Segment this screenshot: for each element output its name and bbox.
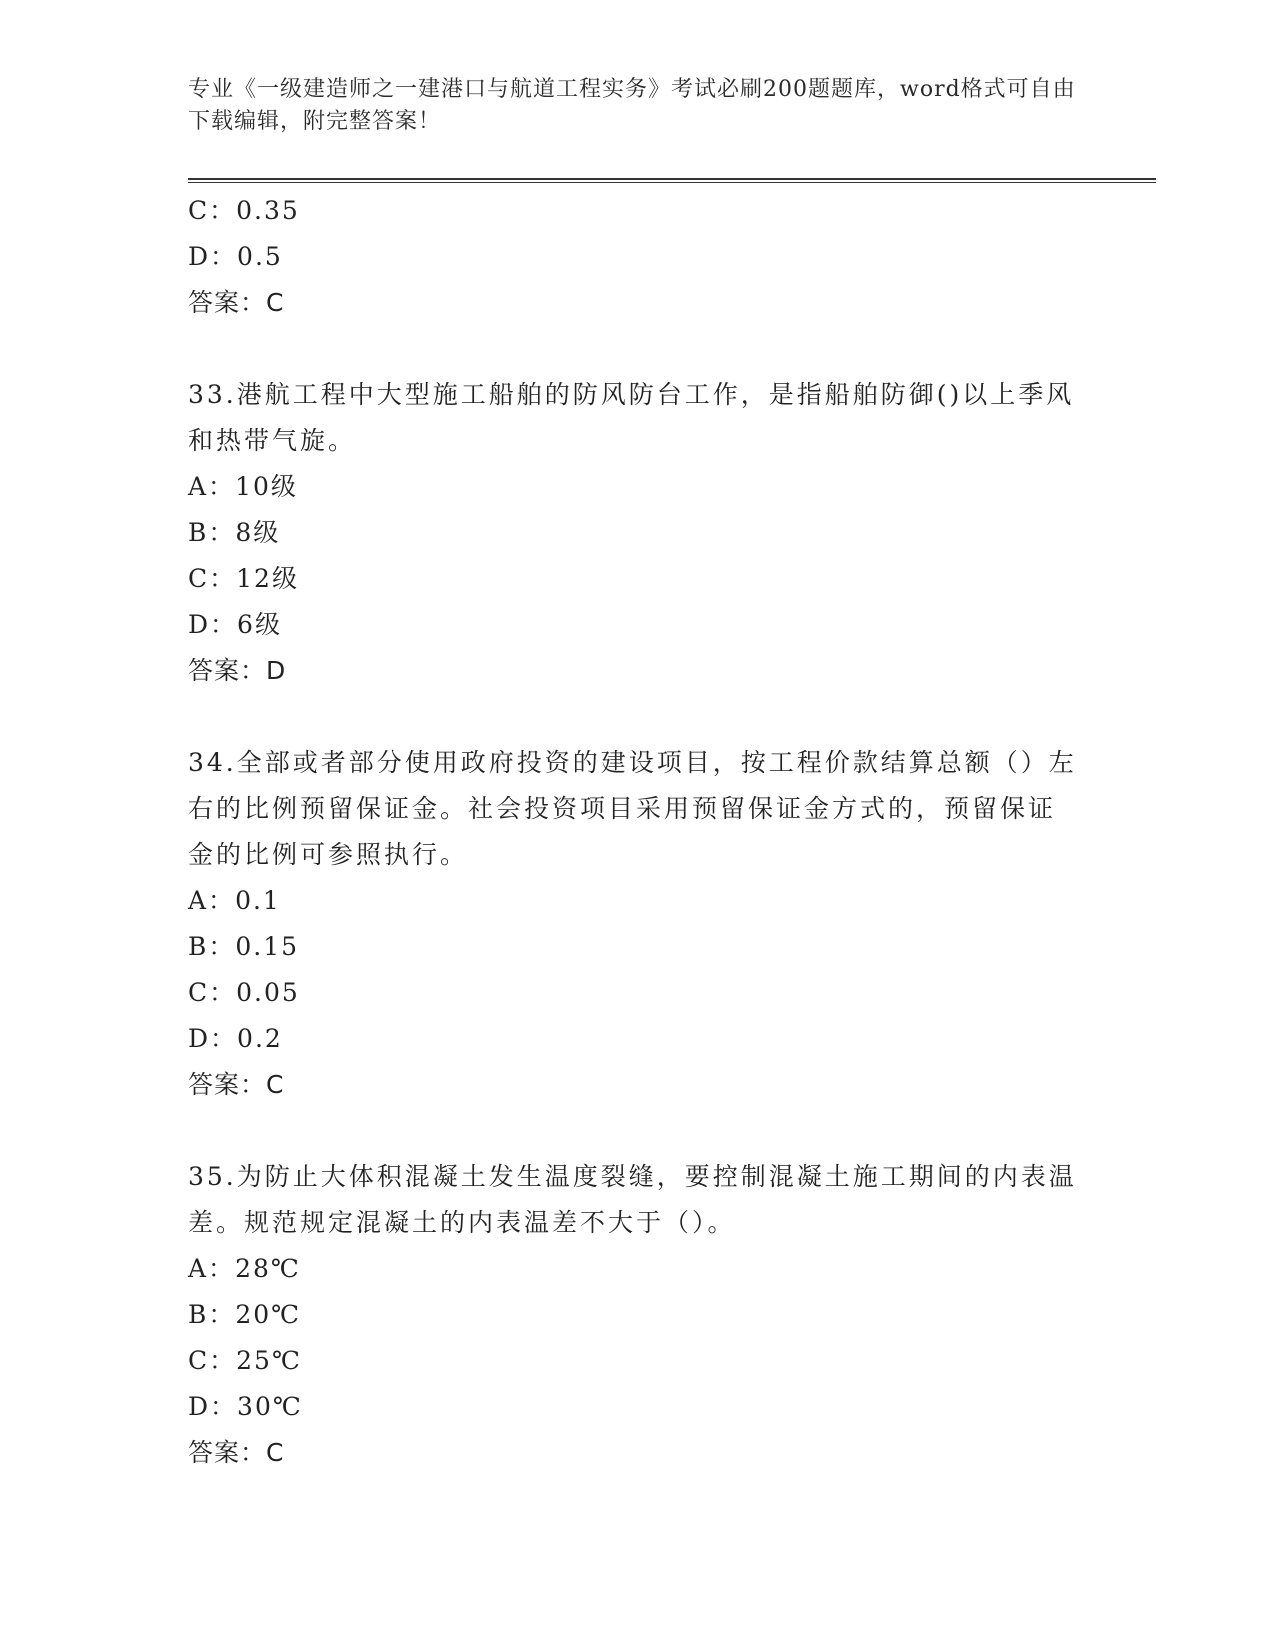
answer: 答案：C [188,288,285,317]
header-divider [188,178,1156,183]
option-label: A： [188,886,236,915]
option-d [188,1016,1088,1062]
option-label: C： [188,196,237,225]
option-d [188,234,1088,280]
question-33 [188,372,1088,694]
option-label: C： [188,1346,237,1375]
option-d [188,602,1088,648]
question-34 [188,740,1088,1108]
option-label: B： [188,1300,236,1329]
option-a [188,464,1088,510]
option-value: 30℃ [237,1392,303,1421]
document-body [188,188,1088,1476]
option-b [188,1292,1088,1338]
option-a [188,878,1088,924]
question-stem: 35.为防止大体积混凝土发生温度裂缝，要控制混凝土施工期间的内表温差。规范规定混凝土的内表温差不大于（）。 [188,1162,1077,1237]
option-c [188,970,1088,1016]
option-label: A： [188,472,236,501]
option-value: 10级 [235,472,298,501]
question-stem: 33.港航工程中大型施工船舶的防风防台工作，是指船舶防御()以上季风和热带气旋。 [188,380,1075,455]
option-label: C： [188,978,237,1007]
option-label: B： [188,518,236,547]
option-label: A： [188,1254,236,1283]
option-c [188,556,1088,602]
option-label: B： [188,932,236,961]
answer: 答案：D [188,656,287,685]
option-value: 0.05 [236,978,300,1007]
option-label: D： [188,1024,238,1053]
option-value: 0.35 [236,196,300,225]
option-value: 8级 [235,518,281,547]
option-label: C： [188,564,237,593]
option-a [188,1246,1088,1292]
option-value: 0.15 [235,932,300,961]
option-b [188,924,1088,970]
option-value: 28℃ [235,1254,301,1283]
answer: 答案：C [188,1070,285,1099]
partial-question [188,188,1088,326]
option-value: 6级 [237,610,282,639]
option-c [188,188,1088,234]
option-value: 12级 [236,564,299,593]
option-label: D： [188,610,238,639]
page-header: 专业《一级建造师之一建港口与航道工程实务》考试必刷200题题库，word格式可自由下载编辑，附完整答案！ [188,77,1076,134]
option-c [188,1338,1088,1384]
option-value: 25℃ [236,1346,302,1375]
option-b [188,510,1088,556]
option-value: 0.1 [235,886,281,915]
option-value: 0.5 [237,242,283,271]
option-value: 0.2 [237,1024,283,1053]
question-35 [188,1154,1088,1476]
option-value: 20℃ [235,1300,302,1329]
option-label: D： [188,1392,238,1421]
answer: 答案：C [188,1438,285,1467]
question-stem: 34.全部或者部分使用政府投资的建设项目，按工程价款结算总额（）左右的比例预留保证金。社会投资项目采用预留保证金方式的，预留保证金的比例可参照执行。 [188,748,1077,869]
option-d [188,1384,1088,1430]
option-label: D： [188,242,238,271]
